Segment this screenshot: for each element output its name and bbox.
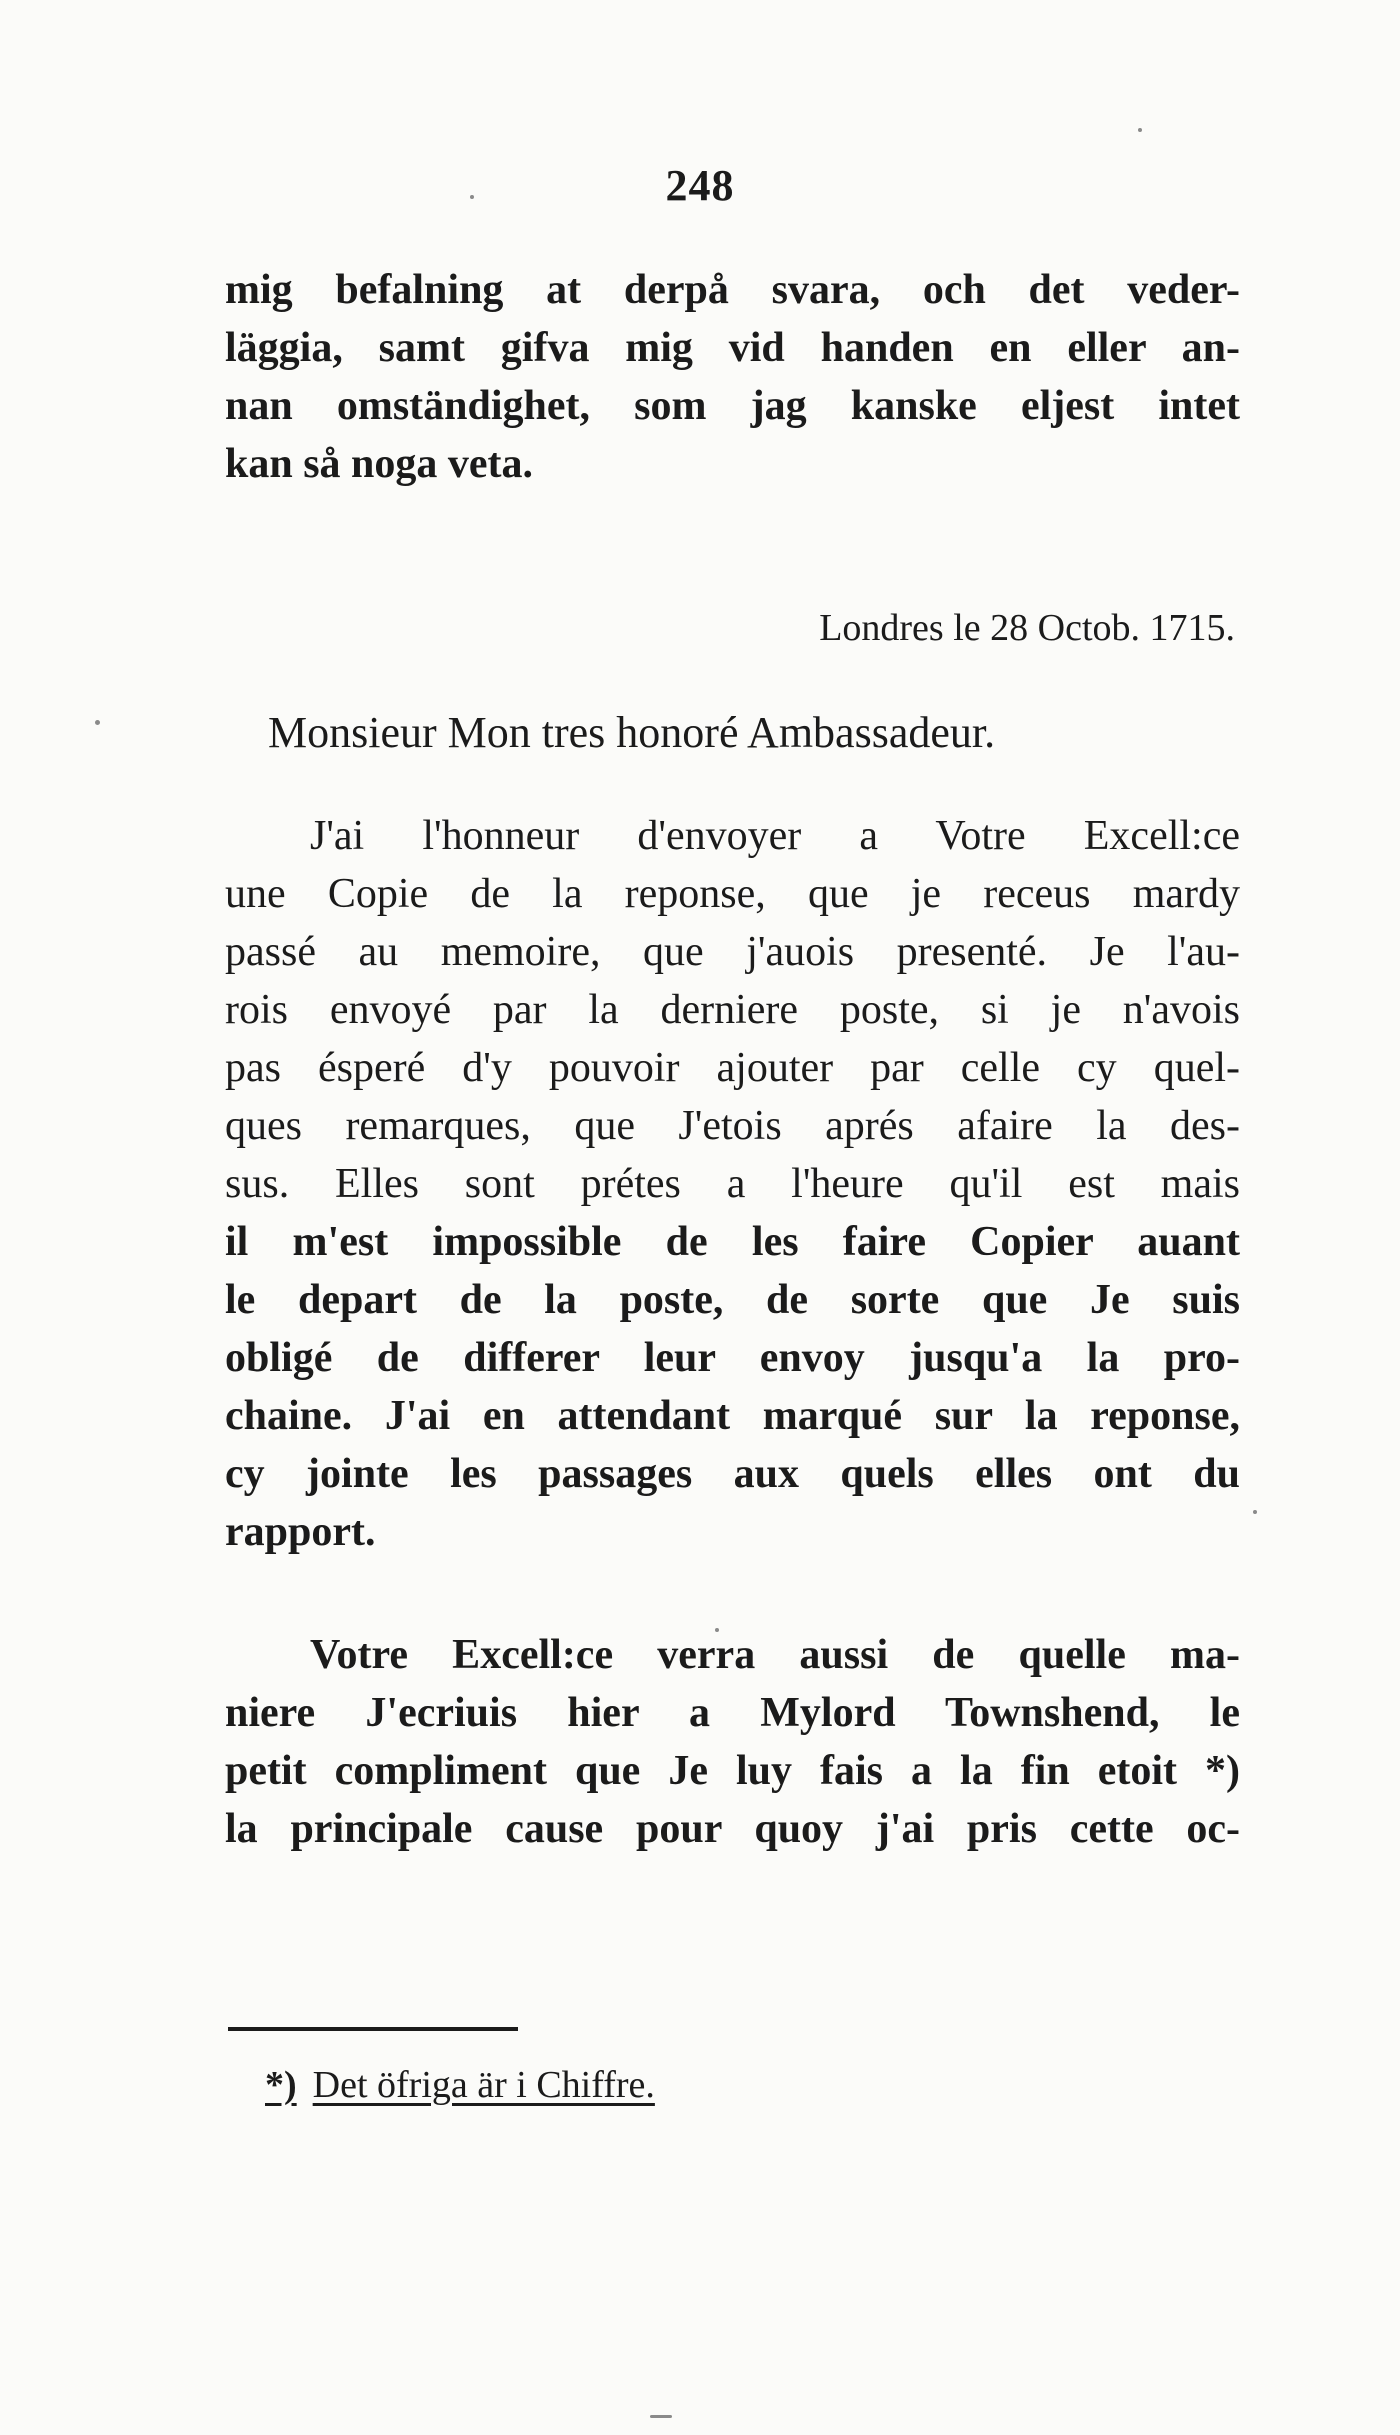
- intro-line: mig befalning at derpå svara, och det veder-: [225, 267, 1240, 313]
- paragraph-line: pas ésperé d'y pouvoir ajouter par celle cy quel-: [225, 1045, 1240, 1091]
- paragraph-line: obligé de differer leur envoy jusqu'a la pro-: [225, 1335, 1240, 1381]
- paper-speck: [470, 195, 474, 199]
- paragraph-line: chaine. J'ai en attendant marqué sur la reponse,: [225, 1393, 1240, 1439]
- paragraph-line: J'ai l'honneur d'envoyer a Votre Excell:ce: [310, 813, 1240, 859]
- paper-speck: [1253, 1510, 1257, 1514]
- paragraph-line: il m'est impossible de les faire Copier auant: [225, 1219, 1240, 1265]
- paragraph-line: une Copie de la reponse, que je receus mardy: [225, 871, 1240, 917]
- footnote: [265, 2060, 655, 2110]
- paper-speck: [715, 1628, 719, 1632]
- paragraph-line: la principale cause pour quoy j'ai pris cette oc-: [225, 1806, 1240, 1852]
- paragraph-line: cy jointe les passages aux quels elles ont du: [225, 1451, 1240, 1497]
- paragraph-line: sus. Elles sont prétes a l'heure qu'il est mais: [225, 1161, 1240, 1207]
- paragraph-line: rois envoyé par la derniere poste, si je n'avois: [225, 987, 1240, 1033]
- intro-line: nan omständighet, som jag kanske eljest intet: [225, 383, 1240, 429]
- paper-speck: [650, 2415, 672, 2418]
- paragraph-line: ques remarques, que J'etois aprés afaire la des-: [225, 1103, 1240, 1149]
- salutation: Monsieur Mon tres honoré Ambassadeur.: [268, 708, 996, 757]
- intro-line: kan så noga veta.: [225, 441, 534, 487]
- footnote-rule: [228, 2027, 518, 2031]
- paragraph-line: petit compliment que Je luy fais a la fin etoit *): [225, 1748, 1240, 1794]
- footnote-marker: *): [265, 2064, 297, 2106]
- paragraph-line: passé au memoire, que j'auois presenté. Je l'au-: [225, 929, 1240, 975]
- paragraph-line: rapport.: [225, 1509, 376, 1555]
- page-number: 248: [665, 161, 735, 210]
- paper-speck: [95, 720, 100, 725]
- paragraph-line: Votre Excell:ce verra aussi de quelle ma-: [310, 1632, 1240, 1678]
- intro-line: läggia, samt gifva mig vid handen en eller an-: [225, 325, 1240, 371]
- footnote-text: Det öfriga är i Chiffre.: [312, 2064, 655, 2106]
- paper-speck: [1138, 128, 1142, 132]
- paragraph-line: niere J'ecriuis hier a Mylord Townshend, le: [225, 1690, 1240, 1736]
- paragraph-line: le depart de la poste, de sorte que Je suis: [225, 1277, 1240, 1323]
- dateline: Londres le 28 Octob. 1715.: [819, 607, 1235, 649]
